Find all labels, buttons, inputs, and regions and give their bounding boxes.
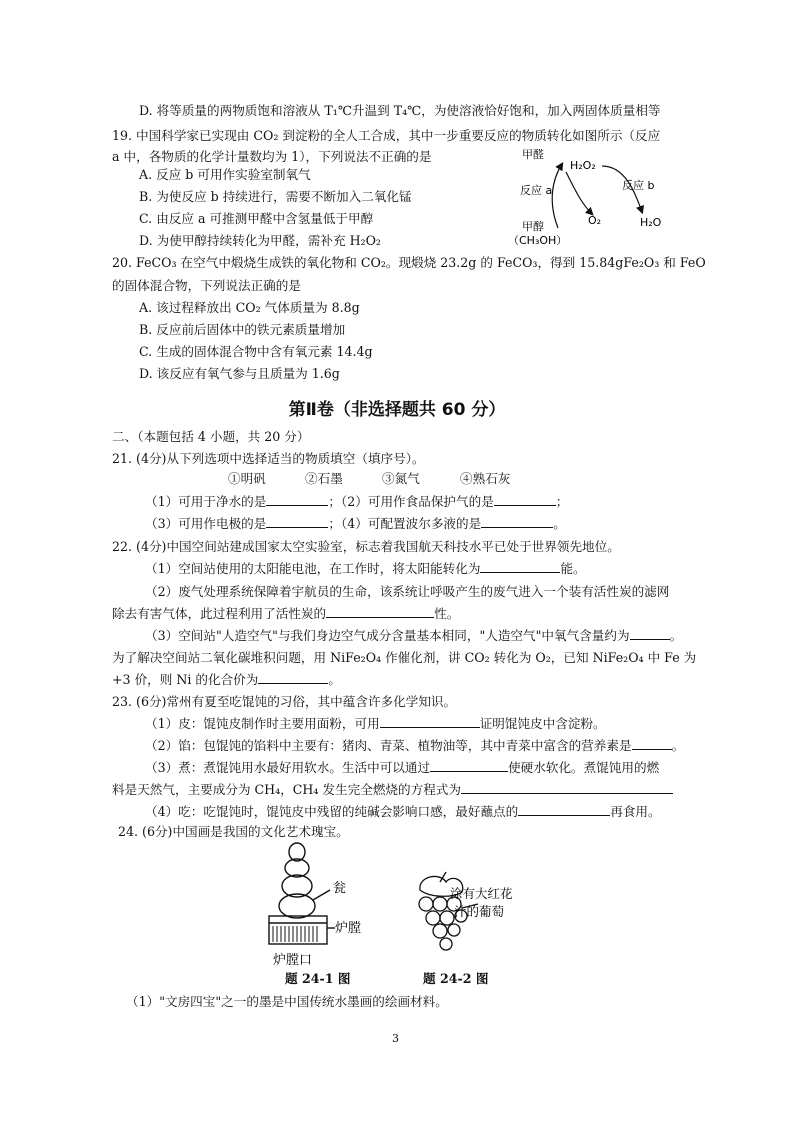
q22-line-4 bbox=[145, 627, 682, 645]
q21-option-2: ②石墨 bbox=[305, 471, 343, 486]
q21-option-3: ③氮气 bbox=[382, 471, 420, 486]
label-methanal: 甲醛 bbox=[522, 148, 544, 161]
q21-2-text: ；（2）可用作食品保护气的是 bbox=[328, 494, 494, 509]
q23-3-text: （3）煮：煮馄饨用水最好用软水。生活中可以通过 bbox=[145, 760, 431, 775]
q23-line-4 bbox=[112, 781, 673, 799]
page-number: 3 bbox=[392, 1032, 399, 1045]
q24-line-1: （1）"文房四宝"之一的墨是中国传统水墨画的绘画材料。 bbox=[126, 994, 448, 1009]
label-furnace-mouth: 炉膛口 bbox=[273, 953, 313, 968]
q20-stem-2: 的固体混合物，下列说法正确的是 bbox=[112, 278, 301, 293]
q23-2-end: 。 bbox=[671, 738, 685, 753]
q21-2-end: 。 bbox=[553, 516, 566, 531]
q23-line-2 bbox=[145, 737, 684, 755]
q23-5-end: 再食用。 bbox=[610, 804, 661, 819]
q21-1-text: （1）可用于净水的是 bbox=[145, 494, 267, 509]
q23-4-text: 料是天然气，主要成分为 CH₄，CH₄ 发生完全燃烧的方程式为 bbox=[112, 782, 461, 797]
q19-option-b: B. 为使反应 b 持续进行，需要不断加入二氧化锰 bbox=[139, 189, 412, 204]
q21-4-text: ；（4）可配置波尔多液的是 bbox=[328, 516, 482, 531]
label-furnace: 炉膛 bbox=[335, 921, 362, 936]
answer-blank[interactable] bbox=[494, 493, 556, 506]
q22-3-end: 。 bbox=[669, 628, 683, 643]
label-h2o2: H₂O₂ bbox=[570, 159, 596, 172]
q22-2-end: 性。 bbox=[434, 606, 460, 621]
arrow-reaction-a bbox=[552, 164, 562, 228]
q22-line-6 bbox=[112, 671, 341, 689]
q21-line-2 bbox=[145, 515, 566, 533]
q23-5-text: （4）吃：吃馄饨时，馄饨皮中残留的纯碱会影响口感，最好蘸点的 bbox=[145, 804, 519, 819]
q19-option-c: C. 由反应 a 可推测甲醛中含氢量低于甲醇 bbox=[139, 211, 374, 226]
q23-line-3 bbox=[145, 759, 659, 777]
label-reaction-b: 反应 b bbox=[622, 179, 655, 192]
answer-blank[interactable] bbox=[481, 515, 553, 528]
q18-option-d: D. 将等质量的两物质饱和溶液从 T₁℃升温到 T₄℃，为使溶液恰好饱和，加入两固体质量相等 bbox=[139, 103, 661, 118]
q24-stem: 24. (6分)中国画是我国的文化艺术瑰宝。 bbox=[118, 824, 349, 839]
arrow-h2o2-to-o2 bbox=[566, 172, 592, 214]
caption-24-1: 题 24-1 图 bbox=[285, 971, 351, 986]
label-ch3oh: （CH₃OH） bbox=[508, 234, 568, 247]
q22-line-5: 为了解决空间站二氧化碳堆积问题，用 NiFe₂O₄ 作催化剂，讲 CO₂ 转化为 O₂，已知 NiFe₂O₄ 中 Fe 为 bbox=[112, 650, 697, 665]
answer-blank[interactable] bbox=[266, 493, 328, 506]
label-methanol: 甲醇 bbox=[522, 220, 544, 233]
q22-line-2: （2）废气处理系统保障着宇航员的生命，该系统让呼吸产生的废气进入一个装有活性炭的滤网 bbox=[145, 584, 670, 599]
q21-line-1 bbox=[145, 493, 568, 511]
answer-blank[interactable] bbox=[461, 781, 673, 794]
q22-3-text: （3）空间站"人造空气"与我们身边空气成分含量基本相同，"人造空气"中氧气含量约为 bbox=[145, 628, 630, 643]
q20-stem: 20. FeCO₃ 在空气中煅烧生成铁的氧化物和 CO₂。现煅烧 23.2g 的 FeCO₃，得到 15.84gFe₂O₃ 和 FeO bbox=[112, 255, 706, 270]
label-grapes-2: 汁的葡萄 bbox=[454, 904, 505, 919]
answer-blank[interactable] bbox=[632, 737, 672, 750]
answer-blank[interactable] bbox=[480, 560, 560, 573]
q23-3-end: 使硬水软化。煮馄饨用的燃 bbox=[508, 760, 660, 775]
label-pot: 瓮 bbox=[333, 881, 347, 896]
q21-option-1: ①明矾 bbox=[228, 471, 266, 486]
answer-blank[interactable] bbox=[518, 803, 610, 816]
answer-blank[interactable] bbox=[630, 627, 670, 640]
figure-24-1-kiln bbox=[255, 840, 375, 975]
q23-stem: 23. (6分)常州有夏至吃馄饨的习俗，其中蕴含许多化学知识。 bbox=[112, 694, 457, 709]
q21-option-4: ④熟石灰 bbox=[460, 471, 511, 486]
q21-1-end: ； bbox=[555, 494, 569, 509]
label-o2: O₂ bbox=[588, 214, 602, 227]
q22-4-text: +3 价，则 Ni 的化合价为 bbox=[112, 672, 259, 687]
q19-option-d: D. 为使甲醇持续转化为甲醛，需补充 H₂O₂ bbox=[139, 233, 381, 248]
answer-blank[interactable] bbox=[266, 515, 328, 528]
q22-4-end: 。 bbox=[328, 672, 341, 687]
q20-option-a: A. 该过程释放出 CO₂ 气体质量为 8.8g bbox=[139, 300, 360, 315]
answer-blank[interactable] bbox=[326, 605, 434, 618]
label-grapes-1: 涂有大红花 bbox=[450, 886, 513, 901]
q22-stem: 22. (4分)中国空间站建成国家太空实验室，标志着我国航天科技水平已处于世界领先地位。 bbox=[112, 539, 620, 554]
q19-option-a: A. 反应 b 可用作实验室制氧气 bbox=[139, 167, 311, 182]
q22-2-text: 除去有害气体，此过程利用了活性炭的 bbox=[112, 606, 327, 621]
q21-stem: 21. (4分)从下列选项中选择适当的物质填空（填序号）。 bbox=[112, 451, 425, 466]
q20-option-c: C. 生成的固体混合物中含有氧元素 14.4g bbox=[139, 344, 373, 359]
q22-1-end: 能。 bbox=[560, 561, 586, 576]
section-instructions: 二、（本题包括 4 小题，共 20 分） bbox=[112, 429, 310, 444]
q23-line-5 bbox=[145, 803, 661, 821]
q20-option-d: D. 该反应有氧气参与且质量为 1.6g bbox=[139, 366, 340, 381]
q23-2-text: （2）馅：包馄饨的馅料中主要有：猪肉、青菜、植物油等，其中青菜中富含的营养素是 bbox=[145, 738, 632, 753]
answer-blank[interactable] bbox=[258, 671, 328, 684]
label-h2o: H₂O bbox=[640, 216, 662, 229]
q19-stem: 19. 中国科学家已实现由 CO₂ 到淀粉的全人工合成，其中一步重要反应的物质转化如图所示（反应 bbox=[112, 128, 661, 143]
q19-reaction-diagram bbox=[500, 144, 700, 248]
q22-line-1 bbox=[145, 560, 586, 578]
q19-stem-2: a 中，各物质的化学计量数均为 1），下列说法不正确的是 bbox=[112, 149, 432, 164]
q23-1-end: 证明馄饨皮中含淀粉。 bbox=[479, 716, 606, 731]
q23-line-1 bbox=[145, 715, 606, 733]
q21-3-text: （3）可用作电极的是 bbox=[145, 516, 267, 531]
figure-24-2-grapes bbox=[400, 868, 520, 968]
label-reaction-a: 反应 a bbox=[520, 184, 553, 197]
section-title: 第Ⅱ卷（非选择题共 60 分） bbox=[288, 400, 506, 420]
answer-blank[interactable] bbox=[380, 715, 480, 728]
q23-1-text: （1）皮：馄饨皮制作时主要用面粉，可用 bbox=[145, 716, 380, 731]
q20-option-b: B. 反应前后固体中的铁元素质量增加 bbox=[139, 322, 346, 337]
answer-blank[interactable] bbox=[430, 759, 508, 772]
q22-1-text: （1）空间站使用的太阳能电池，在工作时，将太阳能转化为 bbox=[145, 561, 481, 576]
q22-line-3 bbox=[112, 605, 459, 623]
caption-24-2: 题 24-2 图 bbox=[423, 971, 489, 986]
